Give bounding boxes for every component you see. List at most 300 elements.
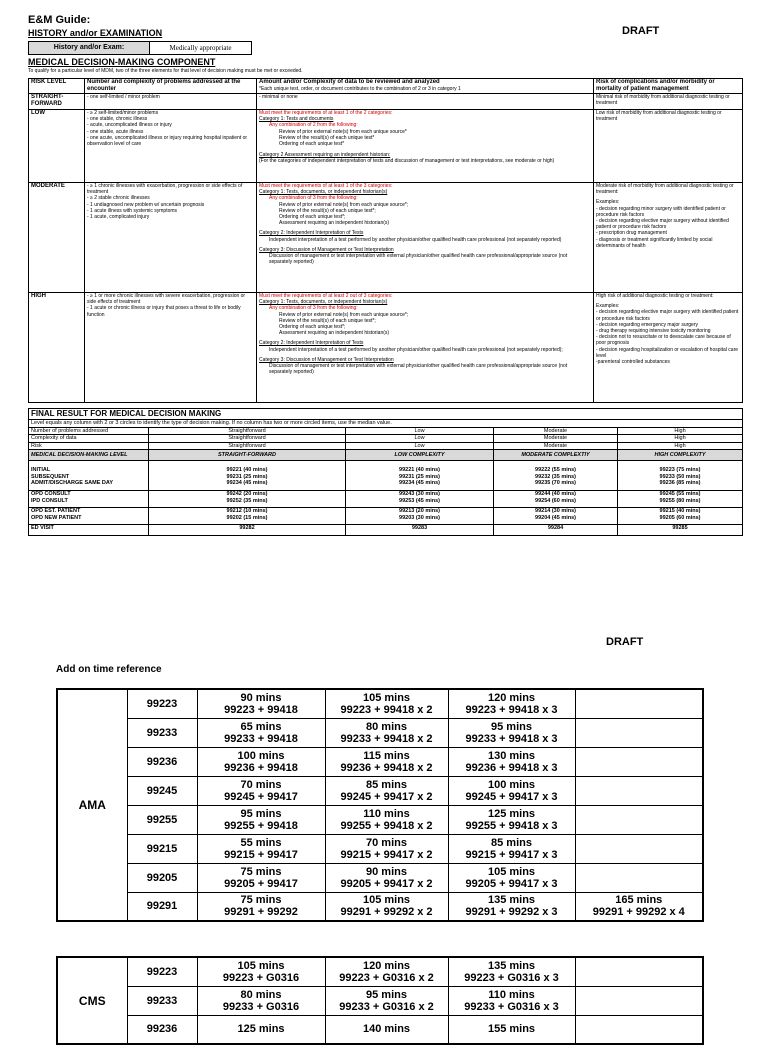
time-codes: 99215 + 99417 x 3 bbox=[465, 848, 558, 861]
code-cell bbox=[149, 508, 346, 525]
row-moderate bbox=[29, 183, 743, 293]
code-value: 99213 (20 mins) bbox=[399, 508, 440, 514]
straight-problems: - one self-limited / minor problem bbox=[85, 94, 257, 110]
ama-time-cell bbox=[325, 805, 448, 834]
list-item: - ≥ 1 chronic illnesses with exacerbation, progression or side effects of treatment bbox=[87, 183, 243, 196]
time-minutes: 105 mins bbox=[362, 894, 411, 907]
time-minutes: 120 mins bbox=[362, 959, 411, 972]
code-label-line: OPD NEW PATIENT bbox=[31, 514, 82, 521]
col-problems: Number and complexity of problems addressed at the encounter bbox=[85, 79, 257, 94]
time-minutes: 95 mins bbox=[366, 988, 407, 1001]
time-minutes: 130 mins bbox=[487, 749, 536, 762]
time-codes: 99291 + 99292 bbox=[224, 906, 298, 919]
code-value: 99205 (60 mins) bbox=[659, 514, 701, 521]
row-label: Number of problems addressed bbox=[29, 427, 149, 435]
row-high bbox=[29, 293, 743, 403]
ama-time-cell bbox=[197, 689, 325, 718]
time-minutes: 95 mins bbox=[240, 807, 282, 820]
code-cell bbox=[346, 491, 494, 508]
data-category: Category 2 Assessment requiring an independent historian: bbox=[259, 152, 391, 159]
ama-time-cell bbox=[575, 718, 703, 747]
time-minutes: 105 mins bbox=[487, 865, 536, 878]
time-codes: 99215 + 99417 x 2 bbox=[340, 848, 433, 861]
list-item: - ≥ 2 self-limited/minor problems bbox=[87, 110, 159, 116]
ama-group-label: AMA bbox=[57, 689, 127, 921]
ama-time-cell bbox=[575, 805, 703, 834]
code-cell bbox=[494, 508, 618, 525]
ama-base-code: 99255 bbox=[127, 805, 197, 834]
time-minutes: 90 mins bbox=[240, 691, 282, 704]
list-item: - 1 undiagnosed new problem w/ uncertain prognosis bbox=[87, 201, 205, 208]
ama-time-cell bbox=[448, 805, 575, 834]
code-value: 99244 (40 mins) bbox=[535, 491, 576, 497]
list-item: Review of the result(s) of each unique test* bbox=[279, 134, 375, 141]
mdm-table bbox=[28, 78, 743, 403]
table-row bbox=[57, 689, 703, 718]
row-label: Risk bbox=[29, 442, 149, 450]
ama-time-cell bbox=[325, 776, 448, 805]
level-high: HIGH bbox=[29, 293, 85, 403]
code-value: 99243 (30 mins) bbox=[399, 491, 440, 497]
time-minutes: 100 mins bbox=[487, 778, 536, 791]
cms-base-code: 99236 bbox=[127, 1015, 197, 1044]
code-value: 99235 (70 mins) bbox=[535, 480, 576, 486]
ama-time-cell bbox=[575, 776, 703, 805]
cms-time-cell bbox=[325, 1015, 448, 1044]
time-minutes: 105 mins bbox=[362, 691, 411, 704]
ama-addon-table bbox=[56, 688, 704, 922]
table-cell: Moderate bbox=[494, 427, 618, 435]
code-label: ED VISIT bbox=[29, 525, 149, 536]
level-header: STRAIGHT-FORWARD bbox=[149, 450, 346, 461]
list-item: - decision regarding emergency major surgery bbox=[596, 321, 698, 328]
list-item: - decision not to resuscitate or to deescalate care because of poor prognosis bbox=[596, 334, 731, 347]
final-note: Level equals any column with 2 or 3 circles to identify the type of decision making. If no column has two or more circled items, use the median value. bbox=[29, 420, 743, 428]
time-codes: 99245 + 99417 x 2 bbox=[340, 790, 433, 803]
code-value: 99284 bbox=[494, 525, 618, 536]
list-item: - 1 acute illness with systemic symptoms bbox=[87, 207, 178, 214]
ama-time-cell bbox=[325, 834, 448, 863]
list-item: - decision regarding elective major surgery without identified patient or procedure risk factors bbox=[596, 218, 729, 231]
cms-group-label: CMS bbox=[57, 957, 127, 1044]
table-row bbox=[57, 863, 703, 892]
list-item: - decision regarding minor surgery with identified patient or procedure risk factors bbox=[596, 205, 726, 218]
code-value: 99283 bbox=[346, 525, 494, 536]
code-label bbox=[29, 491, 149, 508]
data-category: Category 1: Tests, documents, or independent historian(s) bbox=[259, 189, 388, 196]
data-category: Category 2: Independent Interpretation of Tests bbox=[259, 230, 364, 237]
code-value: 99203 (30 mins) bbox=[399, 514, 440, 521]
time-minutes: 110 mins bbox=[363, 807, 410, 820]
row-low bbox=[29, 110, 743, 183]
cms-time-cell bbox=[575, 957, 703, 986]
list-item: Independent interpretation of a test performed by another physician/other qualified health care professional (not separately reported) bbox=[269, 236, 562, 243]
moderate-data bbox=[257, 183, 594, 293]
table-cell: Moderate bbox=[494, 442, 618, 450]
time-minutes: 75 mins bbox=[240, 865, 282, 878]
ama-time-cell bbox=[575, 689, 703, 718]
draft-label-2: DRAFT bbox=[606, 636, 644, 648]
time-codes: 99233 + 99418 bbox=[224, 732, 298, 745]
code-cell bbox=[346, 461, 494, 491]
code-value: 99285 bbox=[618, 525, 743, 536]
list-item: Ordering of each unique test*; bbox=[279, 214, 346, 221]
code-cell bbox=[494, 491, 618, 508]
list-item: - one stable, chronic illness bbox=[87, 116, 148, 123]
time-codes: 99233 + G0316 x 2 bbox=[339, 1000, 434, 1013]
code-value: 99255 (80 mins) bbox=[659, 497, 701, 504]
time-minutes: 100 mins bbox=[237, 749, 285, 762]
list-item: Ordering of each unique test*; bbox=[279, 324, 346, 331]
time-codes: 99236 + 99418 x 2 bbox=[340, 761, 433, 774]
table-row bbox=[57, 805, 703, 834]
table-row bbox=[57, 718, 703, 747]
code-label-line: IPD CONSULT bbox=[31, 497, 68, 504]
ama-time-cell bbox=[325, 689, 448, 718]
col-risk: Risk of complications and/or morbidity or mortality of patient management bbox=[594, 79, 743, 94]
ama-time-cell bbox=[325, 892, 448, 921]
table-cell: Moderate bbox=[494, 435, 618, 443]
time-codes: 99223 + 99418 x 2 bbox=[340, 703, 433, 716]
high-data bbox=[257, 293, 594, 403]
data-any: Any combination of 3 from the following: bbox=[269, 305, 358, 312]
time-codes: 99233 + G0316 bbox=[222, 1000, 300, 1013]
ama-time-cell bbox=[325, 747, 448, 776]
code-label-line: SUBSEQUENT bbox=[31, 473, 70, 480]
level-header: MEDICAL DECISION-MAKING LEVEL bbox=[29, 450, 149, 461]
cms-base-code: 99223 bbox=[127, 957, 197, 986]
time-minutes: 80 mins bbox=[240, 988, 282, 1001]
code-value: 99232 (35 mins) bbox=[535, 473, 576, 480]
moderate-risk bbox=[594, 183, 743, 293]
time-codes: 99245 + 99417 x 3 bbox=[465, 790, 558, 803]
time-minutes: 80 mins bbox=[366, 720, 407, 733]
ama-time-cell bbox=[197, 718, 325, 747]
time-minutes: 135 mins bbox=[487, 894, 536, 907]
data-category: Category 3: Discussion of Management or Test Interpretation bbox=[259, 356, 394, 363]
ama-base-code: 99205 bbox=[127, 863, 197, 892]
table-cell: High bbox=[618, 442, 743, 450]
list-item: - prescription drug management bbox=[596, 230, 667, 237]
table-cell: Low bbox=[346, 427, 494, 435]
moderate-problems bbox=[85, 183, 257, 293]
cms-time-cell bbox=[197, 1015, 325, 1044]
history-exam-box bbox=[28, 41, 252, 55]
list-item: - one stable, acute illness bbox=[87, 128, 144, 135]
time-minutes: 125 mins bbox=[237, 1023, 285, 1036]
table-cell: Straightforward bbox=[149, 435, 346, 443]
cms-time-cell bbox=[448, 1015, 575, 1044]
ama-base-code: 99245 bbox=[127, 776, 197, 805]
col-data-title: Amount and/or Complexity of data to be reviewed and analyzed bbox=[259, 79, 440, 85]
list-item: - 1 acute or chronic illness or injury that poses a threat to life or bodily function bbox=[87, 305, 241, 318]
data-requirement: Must meet the requirements of at least 1 of the 3 categories: bbox=[259, 183, 393, 189]
ama-time-cell bbox=[325, 863, 448, 892]
list-item: Review of the result(s) of each unique test*; bbox=[279, 317, 376, 324]
time-codes: 99223 + 99418 x 3 bbox=[465, 703, 558, 716]
time-minutes: 70 mins bbox=[240, 778, 282, 791]
table-row bbox=[57, 834, 703, 863]
level-header: MODERATE COMPLEXTIY bbox=[494, 450, 618, 461]
time-codes: 99223 + 99418 bbox=[224, 703, 298, 716]
code-label bbox=[29, 508, 149, 525]
ama-time-cell bbox=[448, 776, 575, 805]
list-item: - decision regarding hospitalization or escalation of hospital care level bbox=[596, 346, 739, 359]
mdm-header-row bbox=[29, 79, 743, 94]
code-label-line: ADMIT/DISCHARGE SAME DAY bbox=[31, 480, 113, 486]
code-value: 99282 bbox=[149, 525, 346, 536]
section-subtitle: HISTORY and/or EXAMINATION bbox=[28, 28, 163, 38]
row-straightforward bbox=[29, 94, 743, 110]
time-minutes: 90 mins bbox=[366, 865, 407, 878]
ama-time-cell bbox=[197, 805, 325, 834]
code-value: 99214 (30 mins) bbox=[535, 508, 576, 514]
ama-time-cell bbox=[448, 863, 575, 892]
history-value: Medically appropriate bbox=[169, 44, 232, 52]
risk-examples: Examples: bbox=[596, 303, 620, 310]
time-minutes: 125 mins bbox=[487, 807, 536, 820]
ama-base-code: 99236 bbox=[127, 747, 197, 776]
time-codes: 99291 + 99292 x 2 bbox=[340, 906, 433, 919]
data-note: (For the categories of independent interpretation of tests and discussion of management or test interpretations, see moderate or high) bbox=[259, 158, 555, 165]
levels-row bbox=[29, 450, 743, 461]
code-cell bbox=[494, 461, 618, 491]
time-codes: 99236 + 99418 bbox=[224, 761, 298, 774]
table-row bbox=[57, 1015, 703, 1044]
straight-data: - minimal or none bbox=[257, 94, 594, 110]
mdm-title: MEDICAL DECISION-MAKING COMPONENT bbox=[28, 57, 216, 67]
code-cell bbox=[618, 491, 743, 508]
code-value: 99212 (10 mins) bbox=[226, 508, 268, 514]
level-header: HIGH COMPLEXITY bbox=[618, 450, 743, 461]
ama-time-cell bbox=[448, 892, 575, 921]
table-row bbox=[57, 747, 703, 776]
row-label: Complexity of data bbox=[29, 435, 149, 443]
table-row bbox=[57, 957, 703, 986]
code-label-line: OPD CONSULT bbox=[31, 491, 71, 497]
level-straightforward: STRAIGHT-FORWARD bbox=[29, 94, 85, 110]
time-minutes: 110 mins bbox=[488, 988, 535, 1001]
col-risk-level: RISK LEVEL bbox=[29, 79, 85, 94]
code-cell bbox=[618, 508, 743, 525]
list-item: Review of prior external note(s) from each unique source*; bbox=[279, 201, 409, 208]
time-codes: 99233 + G0316 x 3 bbox=[464, 1000, 559, 1013]
low-risk: Low risk of morbidity from additional diagnostic testing or treatment bbox=[594, 110, 743, 183]
cms-time-cell bbox=[448, 986, 575, 1015]
time-codes: 99223 + G0316 bbox=[222, 971, 300, 984]
code-value: 99234 (45 mins) bbox=[226, 480, 268, 486]
data-any: Any combination of 3 from the following: bbox=[269, 195, 358, 202]
code-label-line: INITIAL bbox=[31, 467, 51, 473]
time-codes: 99223 + G0316 x 2 bbox=[339, 971, 434, 984]
code-value: 99245 (55 mins) bbox=[659, 491, 701, 497]
ama-time-cell bbox=[197, 834, 325, 863]
time-minutes: 85 mins bbox=[491, 836, 532, 849]
time-codes: 99245 + 99417 bbox=[224, 790, 298, 803]
cms-time-cell bbox=[197, 957, 325, 986]
list-item: - acute, uncomplicated illness or injury bbox=[87, 122, 172, 129]
list-item: Discussion of management or test interpretation with external physician/other qualified health care professional/appropriate source (not separately reported) bbox=[269, 363, 568, 376]
ama-base-code: 99291 bbox=[127, 892, 197, 921]
list-item: Independent interpretation of a test performed by another physician/other qualified health care professional (not separately reported); bbox=[269, 346, 563, 353]
list-item: - 1 acute, complicated injury bbox=[87, 214, 150, 221]
time-minutes: 95 mins bbox=[491, 720, 532, 733]
list-item: Review of the result(s) of each unique test*; bbox=[279, 207, 376, 214]
table-cell: High bbox=[618, 427, 743, 435]
code-cell bbox=[149, 491, 346, 508]
time-codes: 99233 + 99418 x 3 bbox=[465, 732, 558, 745]
time-minutes: 165 mins bbox=[615, 894, 663, 907]
list-item: - ≥ 1 or more chronic illnesses with severe exacerbation, progression or side effects of treatment bbox=[87, 293, 246, 306]
code-value: 99236 (85 mins) bbox=[659, 480, 701, 486]
ama-time-cell bbox=[575, 863, 703, 892]
time-codes: 99255 + 99418 x 2 bbox=[340, 819, 433, 832]
table-row bbox=[29, 427, 743, 435]
table-cell: High bbox=[618, 435, 743, 443]
time-codes: 99205 + 99417 bbox=[224, 877, 298, 890]
high-problems bbox=[85, 293, 257, 403]
code-value: 99221 (40 mins) bbox=[399, 467, 440, 473]
time-codes: 99236 + 99418 x 3 bbox=[465, 761, 558, 774]
list-item: - drug therapy requiring intensive toxicity monitoring bbox=[596, 328, 711, 335]
data-category: Category 3: Discussion of Management or Test Interpretation bbox=[259, 246, 394, 253]
addon-title: Add on time reference bbox=[56, 664, 162, 675]
code-value: 99234 (45 mins) bbox=[399, 480, 440, 486]
code-value: 99252 (35 mins) bbox=[226, 497, 268, 504]
list-item: Review of prior external note(s) from each unique source*; bbox=[279, 311, 409, 318]
ama-time-cell bbox=[575, 892, 703, 921]
ama-time-cell bbox=[197, 863, 325, 892]
ama-base-code: 99223 bbox=[127, 689, 197, 718]
code-value: 99231 (25 mins) bbox=[226, 473, 268, 480]
time-minutes: 105 mins bbox=[237, 959, 285, 972]
history-label: History and/or Exam: bbox=[29, 42, 150, 54]
final-title: FINAL RESULT FOR MEDICAL DECISION MAKING bbox=[29, 409, 743, 420]
time-codes: 99223 + G0316 x 3 bbox=[464, 971, 559, 984]
code-value: 99254 (60 mins) bbox=[535, 497, 576, 504]
list-item: Review of prior external note(s) from each unique source* bbox=[279, 128, 407, 135]
code-value: 99202 (15 mins) bbox=[226, 514, 268, 521]
time-codes: 99291 + 99292 x 3 bbox=[465, 906, 558, 919]
list-item: Assessment requiring an independent historian(s) bbox=[279, 330, 390, 337]
time-minutes: 70 mins bbox=[366, 836, 407, 849]
code-value: 99231 (25 mins) bbox=[399, 473, 440, 480]
time-codes: 99205 + 99417 x 2 bbox=[340, 877, 433, 890]
list-item: - decision regarding elective major surgery with identified patient or procedure risk factors bbox=[596, 309, 739, 322]
code-value: 99233 (50 mins) bbox=[659, 473, 701, 480]
risk-head: High risk of additional diagnostic testing or treatment: bbox=[596, 293, 714, 299]
code-row-ed bbox=[29, 525, 743, 536]
time-minutes: 65 mins bbox=[240, 720, 282, 733]
data-requirement: Must meet the requirements of at least 1 of the 2 categories: bbox=[259, 110, 393, 116]
col-data-sub: *Each unique test, order, or document contributes to the combination of 2 or 3 in category 1 bbox=[259, 86, 461, 92]
ama-time-cell bbox=[448, 834, 575, 863]
ama-time-cell bbox=[448, 718, 575, 747]
time-minutes: 120 mins bbox=[487, 691, 536, 704]
cms-time-cell bbox=[325, 986, 448, 1015]
data-category: Category 2: Independent Interpretation of Tests bbox=[259, 340, 364, 347]
time-minutes: 75 mins bbox=[240, 894, 282, 907]
straight-risk: Minimal risk of morbidity from additional diagnostic testing or treatment bbox=[594, 94, 743, 110]
risk-head: Moderate risk of morbidity from additional diagnostic testing or treatment: bbox=[596, 183, 734, 196]
final-result-table bbox=[28, 408, 743, 536]
time-codes: 99291 + 99292 x 4 bbox=[592, 906, 685, 919]
list-item: -parenteral controlled substances bbox=[596, 359, 670, 366]
ama-base-code: 99233 bbox=[127, 718, 197, 747]
cms-time-cell bbox=[448, 957, 575, 986]
data-category: Category 1: Tests, documents, or independent historian(s) bbox=[259, 299, 388, 306]
high-risk bbox=[594, 293, 743, 403]
list-item: - ≥ 2 stable chronic illnesses bbox=[87, 195, 150, 202]
ama-time-cell bbox=[197, 747, 325, 776]
ama-time-cell bbox=[325, 718, 448, 747]
time-codes: 99233 + 99418 x 2 bbox=[340, 732, 433, 745]
low-problems bbox=[85, 110, 257, 183]
table-cell: Straightforward bbox=[149, 427, 346, 435]
ama-time-cell bbox=[575, 834, 703, 863]
draft-label: DRAFT bbox=[622, 25, 660, 37]
data-category: Category 1: Tests and documents bbox=[259, 116, 334, 123]
ama-time-cell bbox=[197, 892, 325, 921]
cms-time-cell bbox=[197, 986, 325, 1015]
data-requirement: Must meet the requirements of at least 2 out of 3 categories: bbox=[259, 293, 393, 299]
code-value: 99221 (40 mins) bbox=[226, 467, 268, 473]
table-cell: Straightforward bbox=[149, 442, 346, 450]
time-minutes: 135 mins bbox=[487, 959, 536, 972]
table-row bbox=[29, 442, 743, 450]
cms-time-cell bbox=[575, 986, 703, 1015]
time-minutes: 85 mins bbox=[366, 778, 407, 791]
ama-time-cell bbox=[575, 747, 703, 776]
time-codes: 99205 + 99417 x 3 bbox=[465, 877, 558, 890]
cms-time-cell bbox=[325, 957, 448, 986]
col-data bbox=[257, 79, 594, 94]
table-cell: Low bbox=[346, 435, 494, 443]
low-data bbox=[257, 110, 594, 183]
time-minutes: 115 mins bbox=[363, 749, 410, 762]
ama-time-cell bbox=[448, 747, 575, 776]
code-value: 99204 (45 mins) bbox=[535, 514, 576, 521]
code-value: 99215 (40 mins) bbox=[659, 508, 701, 514]
level-low: LOW bbox=[29, 110, 85, 183]
list-item: - one acute, uncomplicated illness or injury requiring hospital inpatient or observation level of care bbox=[87, 134, 248, 148]
time-minutes: 140 mins bbox=[362, 1023, 411, 1036]
level-header: LOW COMPLEXITY bbox=[346, 450, 494, 461]
code-row-inpatient bbox=[29, 461, 743, 491]
time-codes: 99215 + 99417 bbox=[224, 848, 298, 861]
ama-time-cell bbox=[448, 689, 575, 718]
code-row-opd bbox=[29, 508, 743, 525]
table-row bbox=[29, 435, 743, 443]
list-item: - diagnosis or treatment significantly limited by social determinants of health bbox=[596, 236, 713, 249]
ama-base-code: 99215 bbox=[127, 834, 197, 863]
time-codes: 99255 + 99418 x 3 bbox=[465, 819, 558, 832]
list-item: Assessment requiring an independent historian(s) bbox=[279, 220, 390, 227]
table-cell: Low bbox=[346, 442, 494, 450]
code-row-consult bbox=[29, 491, 743, 508]
code-label-line: OPD EST. PATIENT bbox=[31, 508, 81, 514]
code-cell bbox=[618, 461, 743, 491]
table-row bbox=[57, 776, 703, 805]
code-cell bbox=[346, 508, 494, 525]
list-item: Discussion of management or test interpretation with external physician/other qualified health care professional/appropriate source (not separately reported) bbox=[269, 253, 568, 266]
list-item: Ordering of each unique test* bbox=[279, 141, 345, 148]
time-minutes: 55 mins bbox=[240, 836, 282, 849]
code-value: 99242 (20 mins) bbox=[226, 491, 268, 497]
data-any: Any combination of 2 from the following: bbox=[269, 122, 358, 129]
code-value: 99253 (45 mins) bbox=[399, 497, 440, 504]
ama-time-cell bbox=[197, 776, 325, 805]
